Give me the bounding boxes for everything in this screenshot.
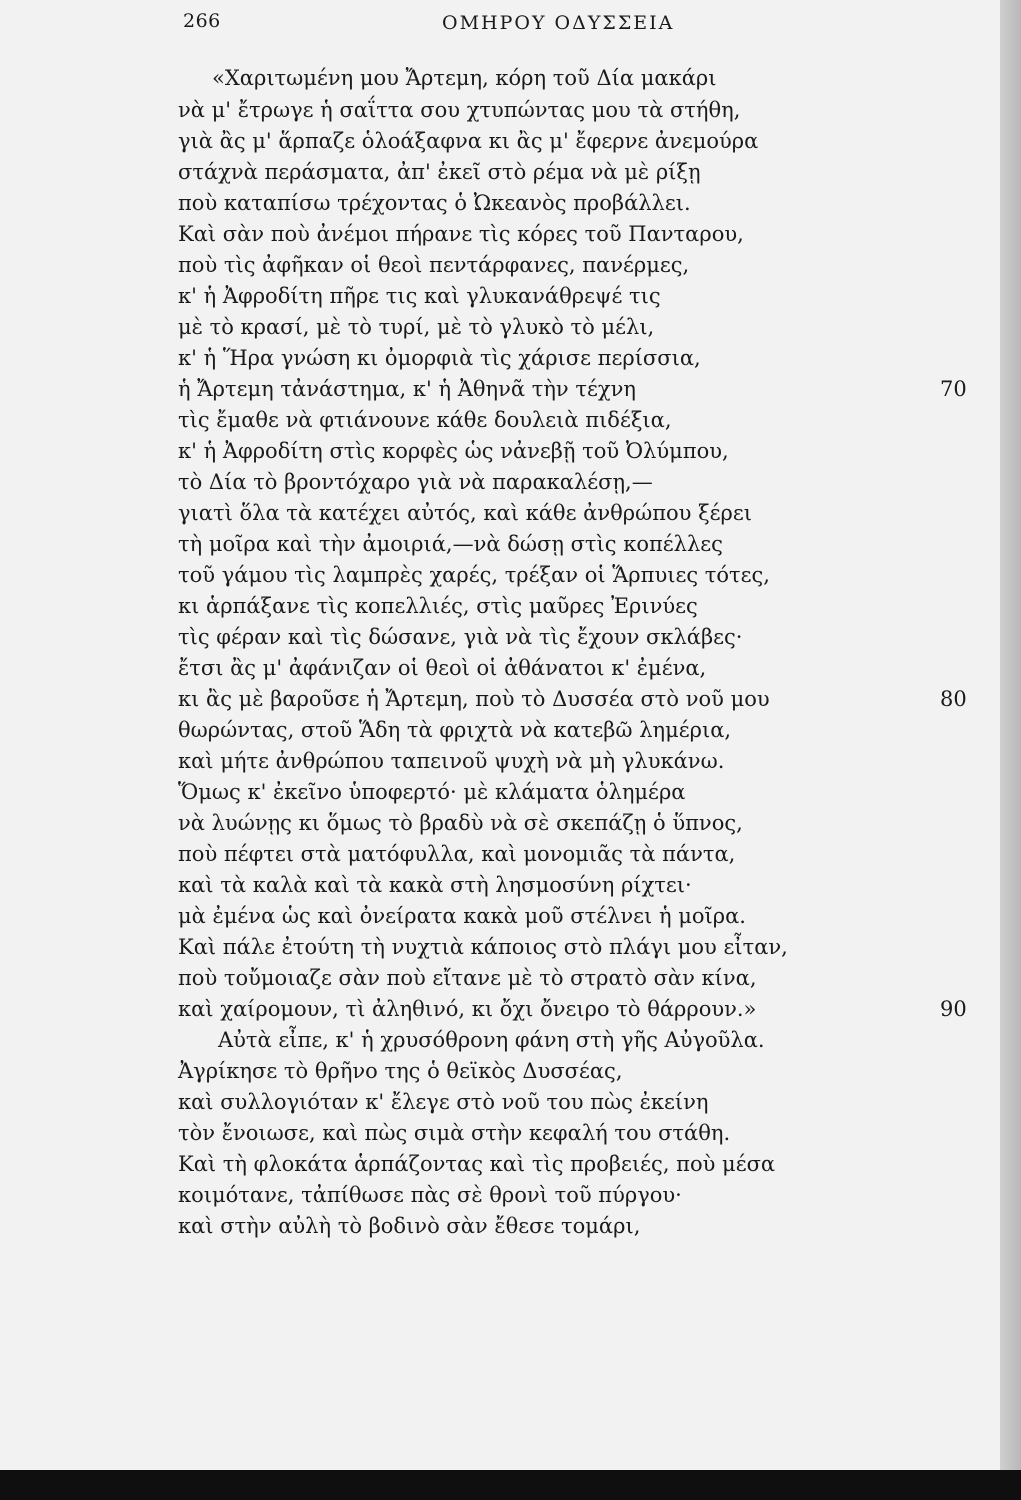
poem-line: μὰ ἐμένα ὡς καὶ ὀνείρατα κακὰ μοῦ στέλνει ἡ μοῖρα.	[178, 904, 746, 928]
poem-line: κ' ἡ Ἀφροδίτη στὶς κορφὲς ὡς νἀνεβῇ τοῦ Ὀλύμπου,	[178, 439, 729, 463]
poem-line: κι ἁρπάξανε τὶς κοπελλιές, στὶς μαῦρες Ἐρινύες	[178, 594, 698, 618]
poem-line: ἔτσι ἂς μ' ἀφάνιζαν οἱ θεοὶ οἱ ἀθάνατοι κ' ἐμένα,	[178, 656, 707, 680]
poem-line: καὶ χαίρομουν, τὶ ἀληθινό, κι ὄχι ὄνειρο τὸ θάρρουν.»	[178, 997, 757, 1021]
poem-line: γιὰ ἂς μ' ἅρπαζε ὁλοάξαφνα κι ἂς μ' ἔφερνε ἀνεμούρα	[178, 129, 759, 153]
poem-line: Καὶ σὰν ποὺ ἀνέμοι πήρανε τὶς κόρες τοῦ Πανταρου,	[178, 222, 744, 246]
scan-border	[0, 1470, 1021, 1500]
poem-line: τὸν ἔνοιωσε, καὶ πὼς σιμὰ στὴν κεφαλή του στάθη.	[178, 1121, 731, 1145]
poem-line: ποὺ τὶς ἀφῆκαν οἱ θεοὶ πεντάρφανες, πανέρμες,	[178, 253, 690, 277]
poem-line: θωρώντας, στοῦ Ἅδη τὰ φριχτὰ νὰ κατεβῶ λημέρια,	[178, 718, 732, 742]
poem-line: μὲ τὸ κρασί, μὲ τὸ τυρί, μὲ τὸ γλυκὸ τὸ μέλι,	[178, 315, 655, 339]
page-number: 266	[183, 10, 221, 32]
poem-line: καὶ τὰ καλὰ καὶ τὰ κακὰ στὴ λησμοσύνη ρίχτει·	[178, 873, 692, 897]
poem-line: ποὺ τοὔμοιαζε σὰν ποὺ εἴτανε μὲ τὸ στρατὸ σὰν κίνα,	[178, 966, 757, 990]
poem-line: τὸ Δία τὸ βροντόχαρο γιὰ νὰ παρακαλέσῃ,—	[178, 470, 653, 494]
line-number-70: 70	[940, 377, 967, 401]
line-number-90: 90	[940, 997, 967, 1021]
poem-line: τὶς φέραν καὶ τὶς δώσανε, γιὰ νὰ τὶς ἔχουν σκλάβες·	[178, 625, 743, 649]
running-title: ΟΜΗΡΟΥ ΟΔΥΣΣΕΙΑ	[442, 12, 675, 34]
poem-line: Καὶ τὴ φλοκάτα ἁρπάζοντας καὶ τὶς προβειές, ποὺ μέσα	[178, 1152, 776, 1176]
poem-line: κ' ἡ Ἥρα γνώση κι ὀμορφιὰ τὶς χάρισε περίσσια,	[178, 346, 701, 370]
poem-line: κοιμότανε, τἀπίθωσε πὰς σὲ θρονὶ τοῦ πύργου·	[178, 1183, 682, 1207]
poem-line: στάχνὰ περάσματα, ἀπ' ἐκεῖ στὸ ρέμα νὰ μὲ ρίξῃ	[178, 160, 701, 184]
poem-line: τὶς ἔμαθε νὰ φτιάνουνε κάθε δουλειὰ πιδέξια,	[178, 408, 672, 432]
poem-line: νὰ μ' ἔτρωγε ἡ σαΐττα σου χτυπώντας μου τὰ στήθη,	[178, 98, 741, 122]
poem-line: Καὶ πάλε ἐτούτη τὴ νυχτιὰ κάποιος στὸ πλάγι μου εἶταν,	[178, 935, 788, 959]
poem-line: Αὐτὰ εἶπε, κ' ἡ χρυσόθρονη φάνη στὴ γῆς Αὐγοῦλα.	[218, 1028, 765, 1052]
poem-line: καὶ μήτε ἀνθρώπου ταπεινοῦ ψυχὴ νὰ μὴ γλυκάνω.	[178, 749, 725, 773]
poem-line: κι ἂς μὲ βαροῦσε ἡ Ἄρτεμη, ποὺ τὸ Δυσσέα στὸ νοῦ μου	[178, 687, 770, 711]
poem-line: ποὺ πέφτει στὰ ματόφυλλα, καὶ μονομιᾶς τὰ πάντα,	[178, 842, 736, 866]
poem-line: κ' ἡ Ἀφροδίτη πῆρε τις καὶ γλυκανάθρεψέ τις	[178, 284, 661, 308]
poem-line: ποὺ καταπίσω τρέχοντας ὁ Ὠκεανὸς προβάλλει.	[178, 191, 691, 215]
poem-line: «Χαριτωμένη μου Ἄρτεμη, κόρη τοῦ Δία μακάρι	[212, 66, 717, 90]
poem-line: ἡ Ἄρτεμη τἀνάστημα, κ' ἡ Ἀθηνᾶ τὴν τέχνη	[178, 377, 636, 401]
poem-line: καὶ στὴν αὐλὴ τὸ βοδινὸ σὰν ἔθεσε τομάρι,	[178, 1214, 641, 1238]
poem-line: Ὅμως κ' ἐκεῖνο ὑποφερτό· μὲ κλάματα ὁλημέρα	[178, 780, 686, 804]
poem-line: καὶ συλλογιόταν κ' ἔλεγε στὸ νοῦ του πὼς ἐκείνη	[178, 1090, 709, 1114]
poem-line: Ἀγρίκησε τὸ θρῆνο της ὁ θεϊκὸς Δυσσέας,	[178, 1059, 623, 1083]
poem-line: γιατὶ ὅλα τὰ κατέχει αὐτός, καὶ κάθε ἀνθρώπου ξέρει	[178, 501, 752, 525]
poem-line: τὴ μοῖρα καὶ τὴν ἀμοιριά,—νὰ δώσῃ στὶς κοπέλλες	[178, 532, 723, 556]
poem-line: νὰ λυώνῃς κι ὅμως τὸ βραδὺ νὰ σὲ σκεπάζῃ ὁ ὕπνος,	[178, 811, 743, 835]
poem-line: τοῦ γάμου τὶς λαμπρὲς χαρές, τρέξαν οἱ Ἅρπυιες τότες,	[178, 563, 770, 587]
facing-page-edge	[1000, 0, 1021, 1470]
line-number-80: 80	[940, 687, 967, 711]
